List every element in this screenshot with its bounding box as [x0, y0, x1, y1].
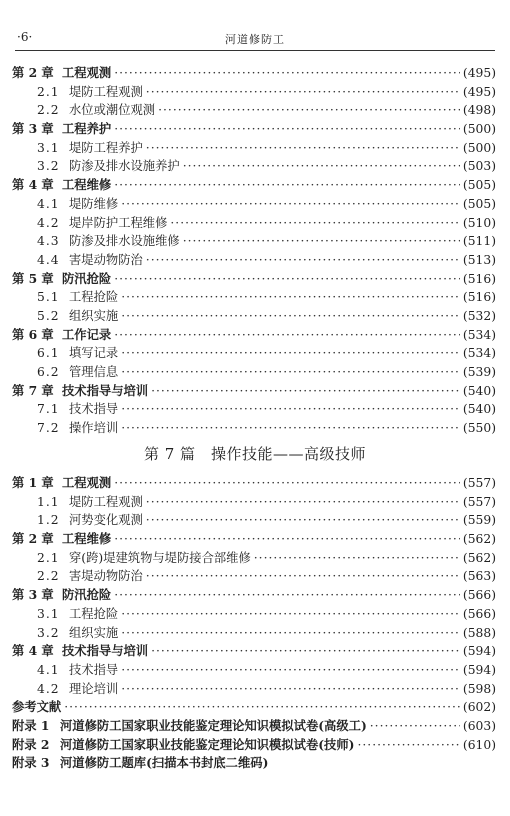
toc-leader-dots	[146, 253, 460, 267]
toc-entry-number: 4.2	[37, 215, 60, 230]
toc-leader-dots	[121, 290, 460, 304]
toc-entry-title: 技术指导与培训	[62, 382, 149, 398]
toc-entry	[12, 716, 496, 735]
toc-entry-number: 3.1	[37, 140, 60, 155]
toc-entry-page: (503)	[462, 159, 496, 174]
toc-entry-page: (588)	[462, 625, 496, 640]
toc-entry-page: (534)	[462, 327, 496, 342]
toc-leader-dots	[146, 495, 460, 509]
toc-entry-page: (516)	[462, 271, 496, 286]
toc-entry-page: (602)	[462, 700, 496, 715]
toc-leader-dots	[114, 328, 460, 342]
toc-leader-dots	[114, 272, 460, 286]
toc-entry-number: 第 3 章	[12, 121, 54, 137]
toc-entry-title: 工程抢险	[69, 290, 119, 305]
toc-leader-dots	[114, 476, 460, 490]
toc-entry-page: (500)	[462, 140, 496, 155]
toc-entry	[12, 604, 496, 623]
toc-entry-page: (594)	[462, 644, 496, 659]
toc-entry-title: 防渗及排水设施养护	[69, 159, 180, 174]
toc-entry-title: 技术指导	[69, 402, 119, 417]
toc-entry	[12, 194, 496, 213]
toc-entry-number: 3.2	[37, 159, 60, 174]
toc-entry-number: 附录 1	[12, 717, 50, 733]
toc-entry	[12, 735, 496, 754]
toc-entry-page: (498)	[462, 103, 496, 118]
toc-entry-title: 害堤动物防治	[69, 569, 143, 584]
page-number: ·6·	[17, 30, 33, 44]
toc-entry	[12, 138, 496, 157]
toc-entry-title: 堤防工程观测	[69, 494, 143, 509]
toc-entry-page: (566)	[462, 606, 496, 621]
toc-entry-number: 第 3 章	[12, 587, 54, 603]
toc-entry	[12, 679, 496, 698]
toc-entry-title: 堤防维修	[69, 196, 119, 211]
toc-entry	[12, 492, 496, 511]
toc-entry	[12, 585, 496, 604]
toc-entry	[12, 287, 496, 306]
toc-leader-dots	[114, 532, 460, 546]
toc-entry-number: 7.1	[37, 402, 60, 417]
toc-entry	[12, 63, 496, 82]
toc-entry-number: 4.4	[37, 252, 60, 267]
toc-list-part1	[12, 63, 496, 437]
toc-entry-number: 6.2	[37, 365, 60, 379]
toc-entry-number: 第 5 章	[12, 270, 54, 286]
toc-entry-title: 防渗及排水设施维修	[69, 234, 180, 249]
toc-leader-dots	[121, 365, 460, 379]
toc-entry-title: 管理信息	[69, 365, 119, 379]
toc-entry	[12, 231, 496, 250]
toc-leader-dots	[121, 346, 460, 360]
toc-entry-page: (562)	[462, 532, 496, 547]
toc-leader-dots	[121, 607, 460, 621]
part-heading: 第 7 篇 操作技能——高级技师	[143, 445, 367, 463]
toc-entry	[12, 510, 496, 529]
toc-entry-title: 防汛抢险	[62, 270, 112, 286]
toc-entry	[12, 548, 496, 567]
toc-leader-dots	[121, 421, 460, 435]
toc-entry-page: (539)	[462, 365, 496, 379]
toc-entry	[12, 623, 496, 642]
toc-entry-page: (505)	[462, 196, 496, 211]
toc-entry-title: 组织实施	[69, 625, 119, 640]
toc-entry-number: 第 1 章	[12, 475, 54, 490]
toc-entry-page: (610)	[462, 737, 496, 752]
toc-leader-dots	[151, 384, 460, 398]
toc-leader-dots	[357, 738, 459, 752]
toc-entry-title: 技术指导与培训	[62, 643, 149, 659]
toc-leader-dots	[64, 700, 460, 714]
toc-entry-title: 防汛抢险	[62, 587, 112, 603]
toc-entry-page: (511)	[462, 234, 496, 249]
toc-entry-title: 水位或潮位观测	[69, 103, 156, 118]
toc-entry-page: (566)	[462, 588, 496, 603]
toc-entry	[12, 100, 496, 119]
toc-leader-dots	[170, 216, 460, 230]
toc-entry-page: (495)	[462, 84, 496, 99]
toc-entry-title: 工作记录	[62, 326, 112, 342]
toc-entry-number: 第 2 章	[12, 531, 54, 547]
toc-entry-number: 6.1	[37, 346, 60, 361]
toc-entry-title: 操作培训	[69, 421, 119, 436]
toc-entry-page: (500)	[462, 122, 496, 137]
toc-entry-title: 参考文献	[12, 699, 62, 715]
toc-entry-number: 4.2	[37, 681, 60, 696]
toc-leader-dots	[146, 569, 460, 583]
toc-entry-number: 4.3	[37, 234, 60, 249]
toc-entry-title: 技术指导	[69, 662, 119, 677]
toc-entry	[12, 250, 496, 269]
toc-leader-dots	[151, 644, 460, 658]
toc-entry	[12, 399, 496, 418]
toc-entry-page: (557)	[462, 494, 496, 509]
toc-entry	[12, 306, 496, 325]
toc-entry-title: 河道修防工国家职业技能鉴定理论知识模拟试卷(技师)	[60, 736, 355, 752]
toc-entry-number: 2.2	[37, 569, 60, 584]
toc-entry-title: 河道修防工题库(扫描本书封底二维码)	[60, 755, 269, 771]
toc-leader-dots	[121, 626, 460, 640]
toc-entry-number: 第 6 章	[12, 326, 54, 342]
toc-entry-title: 穿(跨)堤建筑物与堤防接合部维修	[69, 550, 251, 565]
toc-leader-dots	[114, 122, 460, 136]
toc-entry-page: (557)	[462, 476, 496, 490]
toc-entry-title: 工程养护	[62, 121, 112, 137]
toc-entry-title: 堤岸防护工程维修	[69, 215, 168, 230]
toc-entry-page: (550)	[462, 421, 496, 436]
toc-entry-page: (505)	[462, 178, 496, 193]
toc-entry	[12, 362, 496, 381]
toc-entry-title: 河道修防工国家职业技能鉴定理论知识模拟试卷(高级工)	[60, 717, 367, 733]
toc-leader-dots	[370, 719, 460, 733]
toc-entry-page: (562)	[462, 550, 496, 565]
toc-entry-title: 理论培训	[69, 681, 119, 696]
toc-entry-number: 3.1	[37, 606, 60, 621]
toc-entry	[12, 473, 496, 492]
toc-entry-number: 3.2	[37, 625, 60, 640]
toc-entry-page: (495)	[462, 66, 496, 80]
toc-entry	[12, 381, 496, 400]
toc-entry-number: 4.1	[37, 196, 60, 211]
toc-entry-page: (603)	[462, 718, 496, 733]
toc-entry-page: (513)	[462, 252, 496, 267]
toc-leader-dots	[146, 513, 460, 527]
toc-entry-number: 2.1	[37, 84, 60, 99]
toc-leader-dots	[121, 402, 460, 416]
toc-leader-dots	[146, 141, 460, 155]
toc-entry-page: (559)	[462, 513, 496, 528]
toc-entry-page: (540)	[462, 402, 496, 417]
toc-entry	[12, 325, 496, 344]
toc-entry-number: 第 4 章	[12, 643, 54, 659]
toc-entry	[12, 753, 496, 772]
toc-leader-dots	[121, 682, 460, 696]
toc-entry-number: 2.1	[37, 550, 60, 565]
toc-entry-title: 工程观测	[62, 475, 112, 490]
toc-entry-page: (540)	[462, 383, 496, 398]
toc-entry-number: 1.1	[37, 494, 60, 509]
toc-entry-number: 7.2	[37, 421, 60, 436]
toc-entry-title: 组织实施	[69, 308, 119, 323]
toc-entry-number: 2.2	[37, 103, 60, 118]
toc-entry	[12, 343, 496, 362]
toc-leader-dots	[146, 85, 460, 99]
toc-leader-dots	[114, 66, 460, 80]
toc-entry	[12, 566, 496, 585]
toc-entry-number: 第 7 章	[12, 382, 54, 398]
toc-entry-page: (516)	[462, 290, 496, 305]
toc-entry	[12, 156, 496, 175]
toc-entry-title: 堤防工程观测	[69, 84, 143, 99]
toc-entry	[12, 119, 496, 138]
toc-entry-page: (510)	[462, 215, 496, 230]
toc-entry-title: 工程维修	[62, 177, 112, 193]
toc-entry	[12, 529, 496, 548]
page-header	[15, 28, 495, 51]
toc-leader-dots	[114, 588, 460, 602]
toc-entry	[12, 641, 496, 660]
toc-entry-page: (532)	[462, 308, 496, 323]
toc-entry-title: 工程观测	[62, 65, 112, 80]
toc-entry-number: 5.1	[37, 290, 60, 305]
toc-entry-page: (598)	[462, 681, 496, 696]
toc-leader-dots	[183, 234, 460, 248]
toc-entry	[12, 660, 496, 679]
toc-leader-dots	[121, 663, 460, 677]
toc-leader-dots	[254, 551, 460, 565]
toc-leader-dots	[158, 103, 460, 117]
toc-entry-page: (563)	[462, 569, 496, 584]
toc-entry-number: 4.1	[37, 662, 60, 677]
toc-leader-dots	[114, 178, 460, 192]
toc-entry-page: (534)	[462, 346, 496, 361]
toc-entry-title: 河势变化观测	[69, 513, 143, 528]
toc-list-part2	[12, 473, 496, 772]
toc-entry-page: (594)	[462, 662, 496, 677]
toc-entry	[12, 82, 496, 101]
toc-entry-number: 5.2	[37, 308, 60, 323]
toc-leader-dots	[183, 159, 460, 173]
toc-entry-title: 工程抢险	[69, 606, 119, 621]
toc-entry-title: 填写记录	[69, 346, 119, 361]
toc-entry-number: 第 2 章	[12, 65, 54, 80]
toc-entry-title: 工程维修	[62, 531, 112, 547]
toc-entry	[12, 418, 496, 437]
toc-entry	[12, 269, 496, 288]
toc-entry-title: 堤防工程养护	[69, 140, 143, 155]
toc-leader-dots	[121, 309, 460, 323]
toc-entry-number: 第 4 章	[12, 177, 54, 193]
toc-entry-title: 害堤动物防治	[69, 252, 143, 267]
toc-entry	[12, 175, 496, 194]
running-title: 河道修防工	[225, 33, 285, 46]
toc-entry	[12, 697, 496, 716]
toc-leader-dots	[121, 197, 460, 211]
toc-entry-number: 1.2	[37, 513, 60, 528]
toc-entry-number: 附录 2	[12, 736, 50, 752]
toc-entry-number: 附录 3	[12, 755, 50, 771]
toc-entry	[12, 213, 496, 232]
